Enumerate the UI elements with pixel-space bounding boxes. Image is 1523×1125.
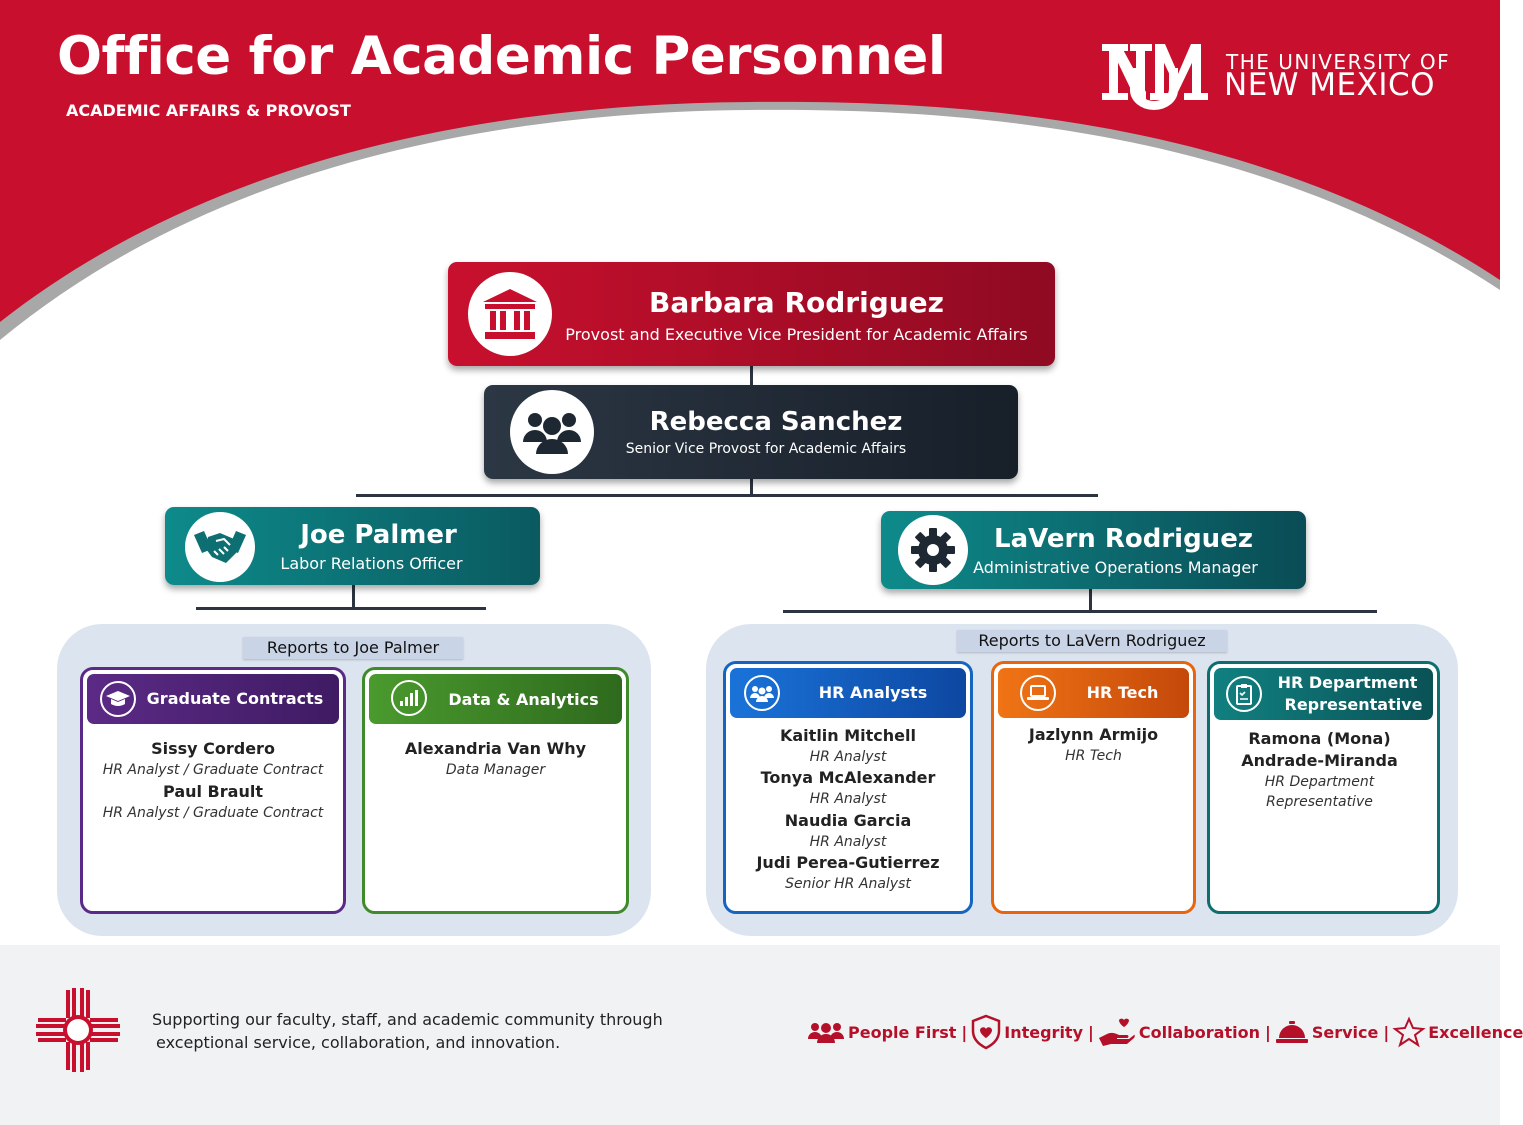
team-title: HR Tech — [1086, 683, 1159, 702]
member-name: Naudia Garcia — [784, 811, 912, 830]
team-header — [87, 674, 339, 724]
connector-line — [783, 610, 1377, 613]
value-people-first — [808, 1021, 956, 1043]
member — [83, 738, 343, 780]
value-label: Integrity — [1004, 1022, 1083, 1042]
member-name: Sissy Cordero — [151, 739, 275, 758]
connector-line — [750, 479, 753, 495]
member-role: HR Tech — [1065, 748, 1122, 764]
team-title-line2: Representative — [1284, 695, 1423, 714]
member — [726, 725, 970, 767]
team-box-hr-analysts — [723, 661, 973, 914]
team-box-data-analytics — [362, 667, 629, 914]
member-name: Jazlynn Armijo — [1028, 725, 1159, 744]
value-collaboration — [1099, 1018, 1260, 1046]
team-box-hr-tech — [991, 661, 1196, 914]
people-group-icon — [744, 675, 780, 711]
connector-line — [1089, 589, 1092, 611]
member — [365, 738, 626, 780]
logo-text-line1: THE UNIVERSITY OF — [1226, 50, 1451, 74]
group-label: Reports to Joe Palmer — [243, 637, 463, 659]
team-header — [1214, 668, 1433, 720]
team-header — [730, 668, 966, 718]
team-title-line1: HR Department — [1277, 673, 1418, 692]
value-label: Excellence — [1428, 1022, 1523, 1042]
member-name: Alexandria Van Why — [404, 739, 587, 758]
member-role-line2: Representative — [1266, 794, 1373, 810]
leader-name: Joe Palmer — [300, 520, 457, 550]
core-values — [808, 1012, 1523, 1052]
leader-role: Labor Relations Officer — [280, 554, 463, 573]
value-integrity — [972, 1015, 1083, 1049]
group-label: Reports to LaVern Rodriguez — [957, 630, 1227, 652]
member — [1202, 728, 1437, 812]
member-name: Judi Perea-Gutierrez — [756, 853, 940, 872]
connector-line — [750, 366, 753, 386]
team-title: Graduate Contracts — [146, 689, 324, 708]
leader-card-lavern-rodriguez — [881, 511, 1306, 589]
tagline-line1: Supporting our faculty, staff, and academic community through — [152, 1010, 663, 1029]
connector-line — [356, 494, 1098, 497]
bar-chart-icon — [391, 680, 427, 716]
tagline-line2: exceptional service, collaboration, and innovation. — [156, 1033, 561, 1052]
value-label: People First — [848, 1022, 957, 1042]
team-box-graduate-contracts — [80, 667, 346, 914]
connector-line — [196, 607, 486, 610]
value-service — [1276, 1020, 1379, 1044]
laptop-icon — [1020, 675, 1056, 711]
member — [726, 810, 970, 852]
footer-tagline — [152, 1008, 663, 1054]
unm-logo — [1100, 40, 1210, 112]
leader-role: Administrative Operations Manager — [973, 558, 1258, 577]
page-subtitle: ACADEMIC AFFAIRS & PROVOST — [66, 101, 351, 120]
page-title: Office for Academic Personnel — [57, 26, 946, 87]
team-box-hr-department-representative — [1207, 661, 1440, 914]
leader-role: Provost and Executive Vice President for Academic Affairs — [565, 325, 1028, 344]
service-bell-icon — [1276, 1020, 1308, 1044]
leader-card-joe-palmer — [165, 507, 540, 585]
member-role: HR Analyst — [809, 791, 887, 807]
value-label: Collaboration — [1138, 1022, 1260, 1042]
clipboard-icon — [1226, 676, 1262, 712]
member-name-line2: Andrade-Miranda — [1241, 751, 1398, 770]
member — [726, 852, 970, 894]
team-title: HR Analysts — [818, 683, 928, 702]
leader-name: LaVern Rodriguez — [994, 524, 1253, 554]
value-separator: | — [961, 1022, 968, 1042]
value-separator: | — [1088, 1022, 1094, 1042]
leader-name: Rebecca Sanchez — [649, 407, 903, 437]
member-name: Tonya McAlexander — [760, 768, 936, 787]
leader-card-barbara-rodriguez — [448, 262, 1055, 366]
leader-name: Barbara Rodriguez — [649, 286, 944, 319]
shield-icon — [972, 1015, 1000, 1049]
leader-role: Senior Vice Provost for Academic Affairs — [625, 441, 907, 457]
zia-sun-icon — [36, 988, 120, 1072]
value-excellence — [1394, 1018, 1523, 1046]
people-icon — [808, 1021, 844, 1043]
member — [83, 781, 343, 823]
team-header — [369, 674, 622, 724]
member-role-line1: HR Department — [1264, 774, 1375, 790]
member-role: HR Analyst — [809, 749, 887, 765]
hand-heart-icon — [1099, 1018, 1135, 1046]
member-role: HR Analyst / Graduate Contract — [102, 805, 324, 821]
value-label: Service — [1311, 1022, 1379, 1042]
member — [994, 724, 1193, 766]
member-role: HR Analyst / Graduate Contract — [102, 762, 324, 778]
member-role: HR Analyst — [809, 834, 887, 850]
value-separator: | — [1265, 1022, 1271, 1042]
star-icon — [1394, 1018, 1424, 1046]
member-role: Senior HR Analyst — [785, 876, 911, 892]
member-name: Kaitlin Mitchell — [779, 726, 916, 745]
leader-card-rebecca-sanchez — [484, 385, 1018, 479]
team-title: Data & Analytics — [448, 690, 599, 709]
team-header — [998, 668, 1189, 718]
member-name: Paul Brault — [163, 782, 263, 801]
logo-text-line2: NEW MEXICO — [1224, 67, 1436, 103]
member-role: Data Manager — [445, 762, 546, 778]
connector-line — [352, 585, 355, 608]
value-separator: | — [1383, 1022, 1390, 1042]
member — [726, 767, 970, 809]
member-name-line1: Ramona (Mona) — [1248, 729, 1391, 748]
